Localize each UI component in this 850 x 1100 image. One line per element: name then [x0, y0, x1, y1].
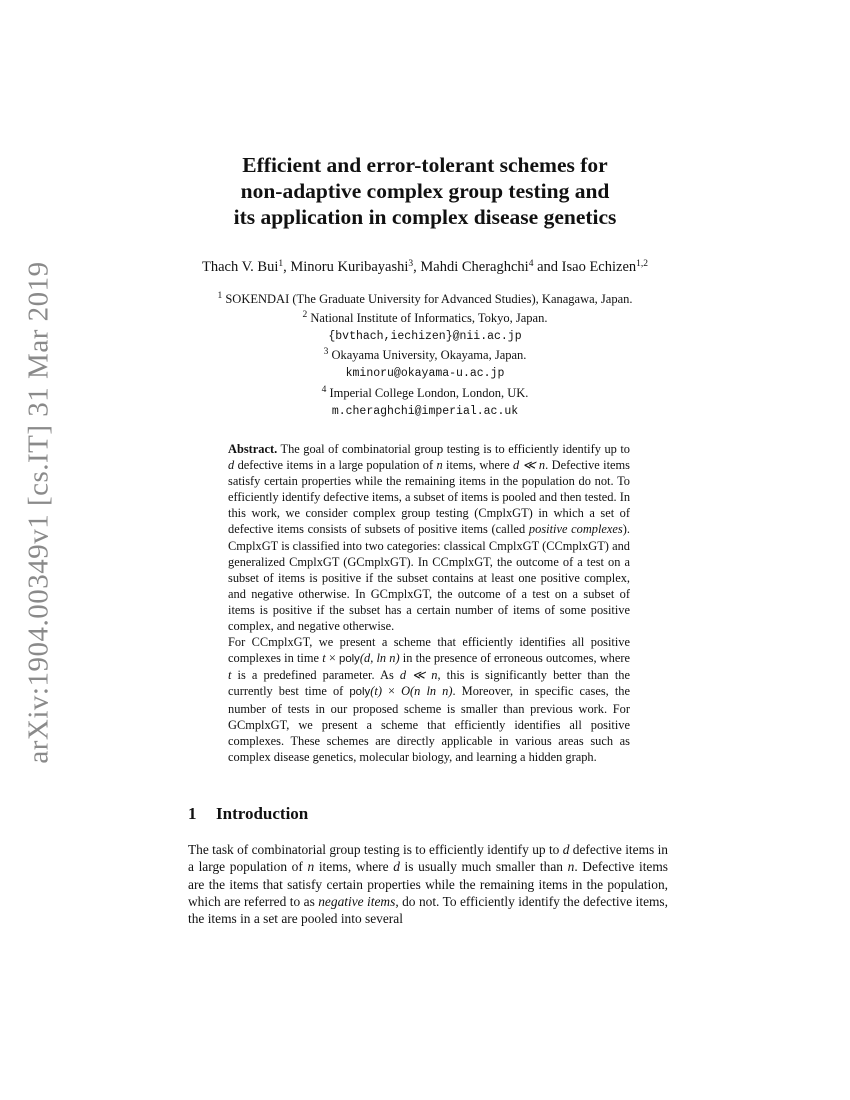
affiliations	[100, 290, 750, 422]
emphasis: negative items	[318, 893, 396, 909]
affiliation-mark: 3	[323, 347, 329, 358]
math-arguments: (t)	[370, 684, 382, 699]
affiliation-mark: 1	[217, 291, 223, 301]
affiliation-3	[100, 346, 750, 365]
abstract-text: , this is significantly better than the currently best time of	[228, 668, 631, 699]
introduction-paragraph	[188, 841, 668, 927]
abstract-text: For CCmplxGT, we present a scheme that efficiently identifies all positive complexes in time	[228, 635, 630, 666]
author-affil-mark: 3	[408, 259, 414, 269]
affiliation-1	[100, 290, 750, 309]
math-operator: ×	[325, 651, 339, 666]
math-variable: n	[436, 458, 443, 473]
author-separator: ,	[283, 259, 291, 275]
affiliation-2	[100, 309, 750, 328]
body-text: . Defective items are the items that satisfy certain properties while the remaining items in the population, which are referred to as	[188, 859, 668, 909]
abstract-text: items, where	[442, 458, 514, 473]
title-line-1: Efficient and error-tolerant schemes for	[242, 153, 608, 177]
author-affil-mark: 1	[278, 259, 284, 269]
author-name: Thach V. Bui	[201, 259, 279, 275]
introduction-body	[188, 841, 668, 927]
affiliation-mark: 4	[321, 384, 327, 395]
abstract-text: defective items in a large population of	[234, 458, 437, 473]
affiliation-mark: 2	[302, 309, 308, 320]
math-relation: d ≪ n	[399, 668, 438, 683]
math-expression: O(n ln n)	[401, 684, 453, 699]
section-number: 1	[188, 804, 197, 823]
body-text: , do not. To efficiently identify the defective items, the items in a set are pooled into several	[188, 893, 668, 927]
affiliation-4-email: m.cheraghchi@imperial.ac.uk	[331, 404, 519, 418]
abstract-text: The goal of combinatorial group testing is to efficiently identify up to	[277, 442, 630, 456]
body-text: is usually much smaller than	[399, 859, 568, 875]
abstract-label: Abstract.	[228, 442, 278, 456]
affiliation-text: National Institute of Informatics, Tokyo, Japan.	[307, 310, 548, 325]
affiliation-4	[100, 384, 750, 403]
body-text: items, where	[314, 859, 394, 875]
author-name: Minoru Kuribayashi	[290, 259, 409, 275]
abstract	[228, 441, 630, 765]
affiliation-2-email: {bvthach,iechizen}@nii.ac.jp	[328, 329, 522, 343]
section-title: Introduction	[216, 804, 309, 823]
author-affil-mark: 4	[528, 259, 534, 269]
math-variable: d	[393, 859, 400, 875]
abstract-text: is a predefined parameter. As	[231, 668, 400, 683]
emphasis: positive complexes	[528, 522, 623, 537]
author-separator: and	[533, 259, 562, 275]
math-arguments: (d, ln n)	[359, 651, 400, 666]
affiliation-text: Okayama University, Okayama, Japan.	[328, 348, 527, 363]
arxiv-identifier: arXiv:1904.00349v1 [cs.IT] 31 Mar 2019	[22, 261, 55, 764]
title-line-3: its application in complex disease genetics	[233, 205, 617, 229]
abstract-text: ). CmplxGT is classified into two categories: classical CmplxGT (CCmplxGT) and generalized CmplxGT (GCmplxGT). In CCmplxGT, the outcome of a test on a subset of items is positive if the subset contains at least one positive complex, and negative otherwise. In GCmplxGT, the outcome of a test on a subset of items is positive if the subset has a certain number of items of some positive complex, and negative otherwise.	[228, 522, 630, 634]
body-text: The task of combinatorial group testing is to efficiently identify up to	[188, 842, 563, 857]
abstract-paragraph-2	[228, 634, 630, 765]
math-function: poly	[338, 653, 360, 666]
body-text: defective items in a large population of	[188, 842, 668, 875]
affiliation-text: Imperial College London, London, UK.	[326, 385, 529, 400]
arxiv-side-stamp	[17, 261, 61, 764]
abstract-text: in the presence of erroneous outcomes, where	[399, 651, 630, 666]
title-line-2: non-adaptive complex group testing and	[240, 179, 610, 203]
section-heading-introduction	[188, 804, 308, 824]
author-list	[100, 259, 750, 276]
paper-title	[150, 152, 700, 230]
abstract-paragraph-1	[228, 441, 630, 634]
math-variable: t	[322, 651, 326, 666]
abstract-text: . Defective items satisfy certain properties while the remaining items in the population do not. To efficiently identify defective items, a subset of items is pooled and then tested. In this work, we consider complex group testing (CmplxGT) in which a set of defective items consists of subsets of positive items (called	[228, 458, 631, 537]
author-name: Mahdi Cheraghchi	[420, 259, 529, 275]
math-variable: t	[228, 668, 232, 683]
math-variable: d	[562, 842, 570, 857]
author-affil-mark: 1,2	[636, 259, 649, 269]
math-variable: n	[567, 859, 575, 875]
abstract-text: . Moreover, in specific cases, the number of tests in our proposed scheme is smaller than previous work. For GCmplxGT, we present a scheme that efficiently identifies all positive complexes. These schemes are directly applicable in various areas such as complex disease genetics, molecular biology, and learning a hidden graph.	[228, 684, 630, 764]
math-operator: ×	[381, 684, 402, 699]
affiliation-text: SOKENDAI (The Graduate University for Advanced Studies), Kanagawa, Japan.	[222, 292, 633, 306]
math-variable: d	[228, 458, 235, 473]
author-name: Isao Echizen	[561, 259, 637, 275]
affiliation-3-email: kminoru@okayama-u.ac.jp	[345, 367, 505, 381]
math-function: poly	[349, 686, 371, 699]
math-variable: n	[307, 859, 315, 875]
math-relation: d ≪ n	[513, 458, 546, 473]
author-separator: ,	[413, 259, 421, 275]
